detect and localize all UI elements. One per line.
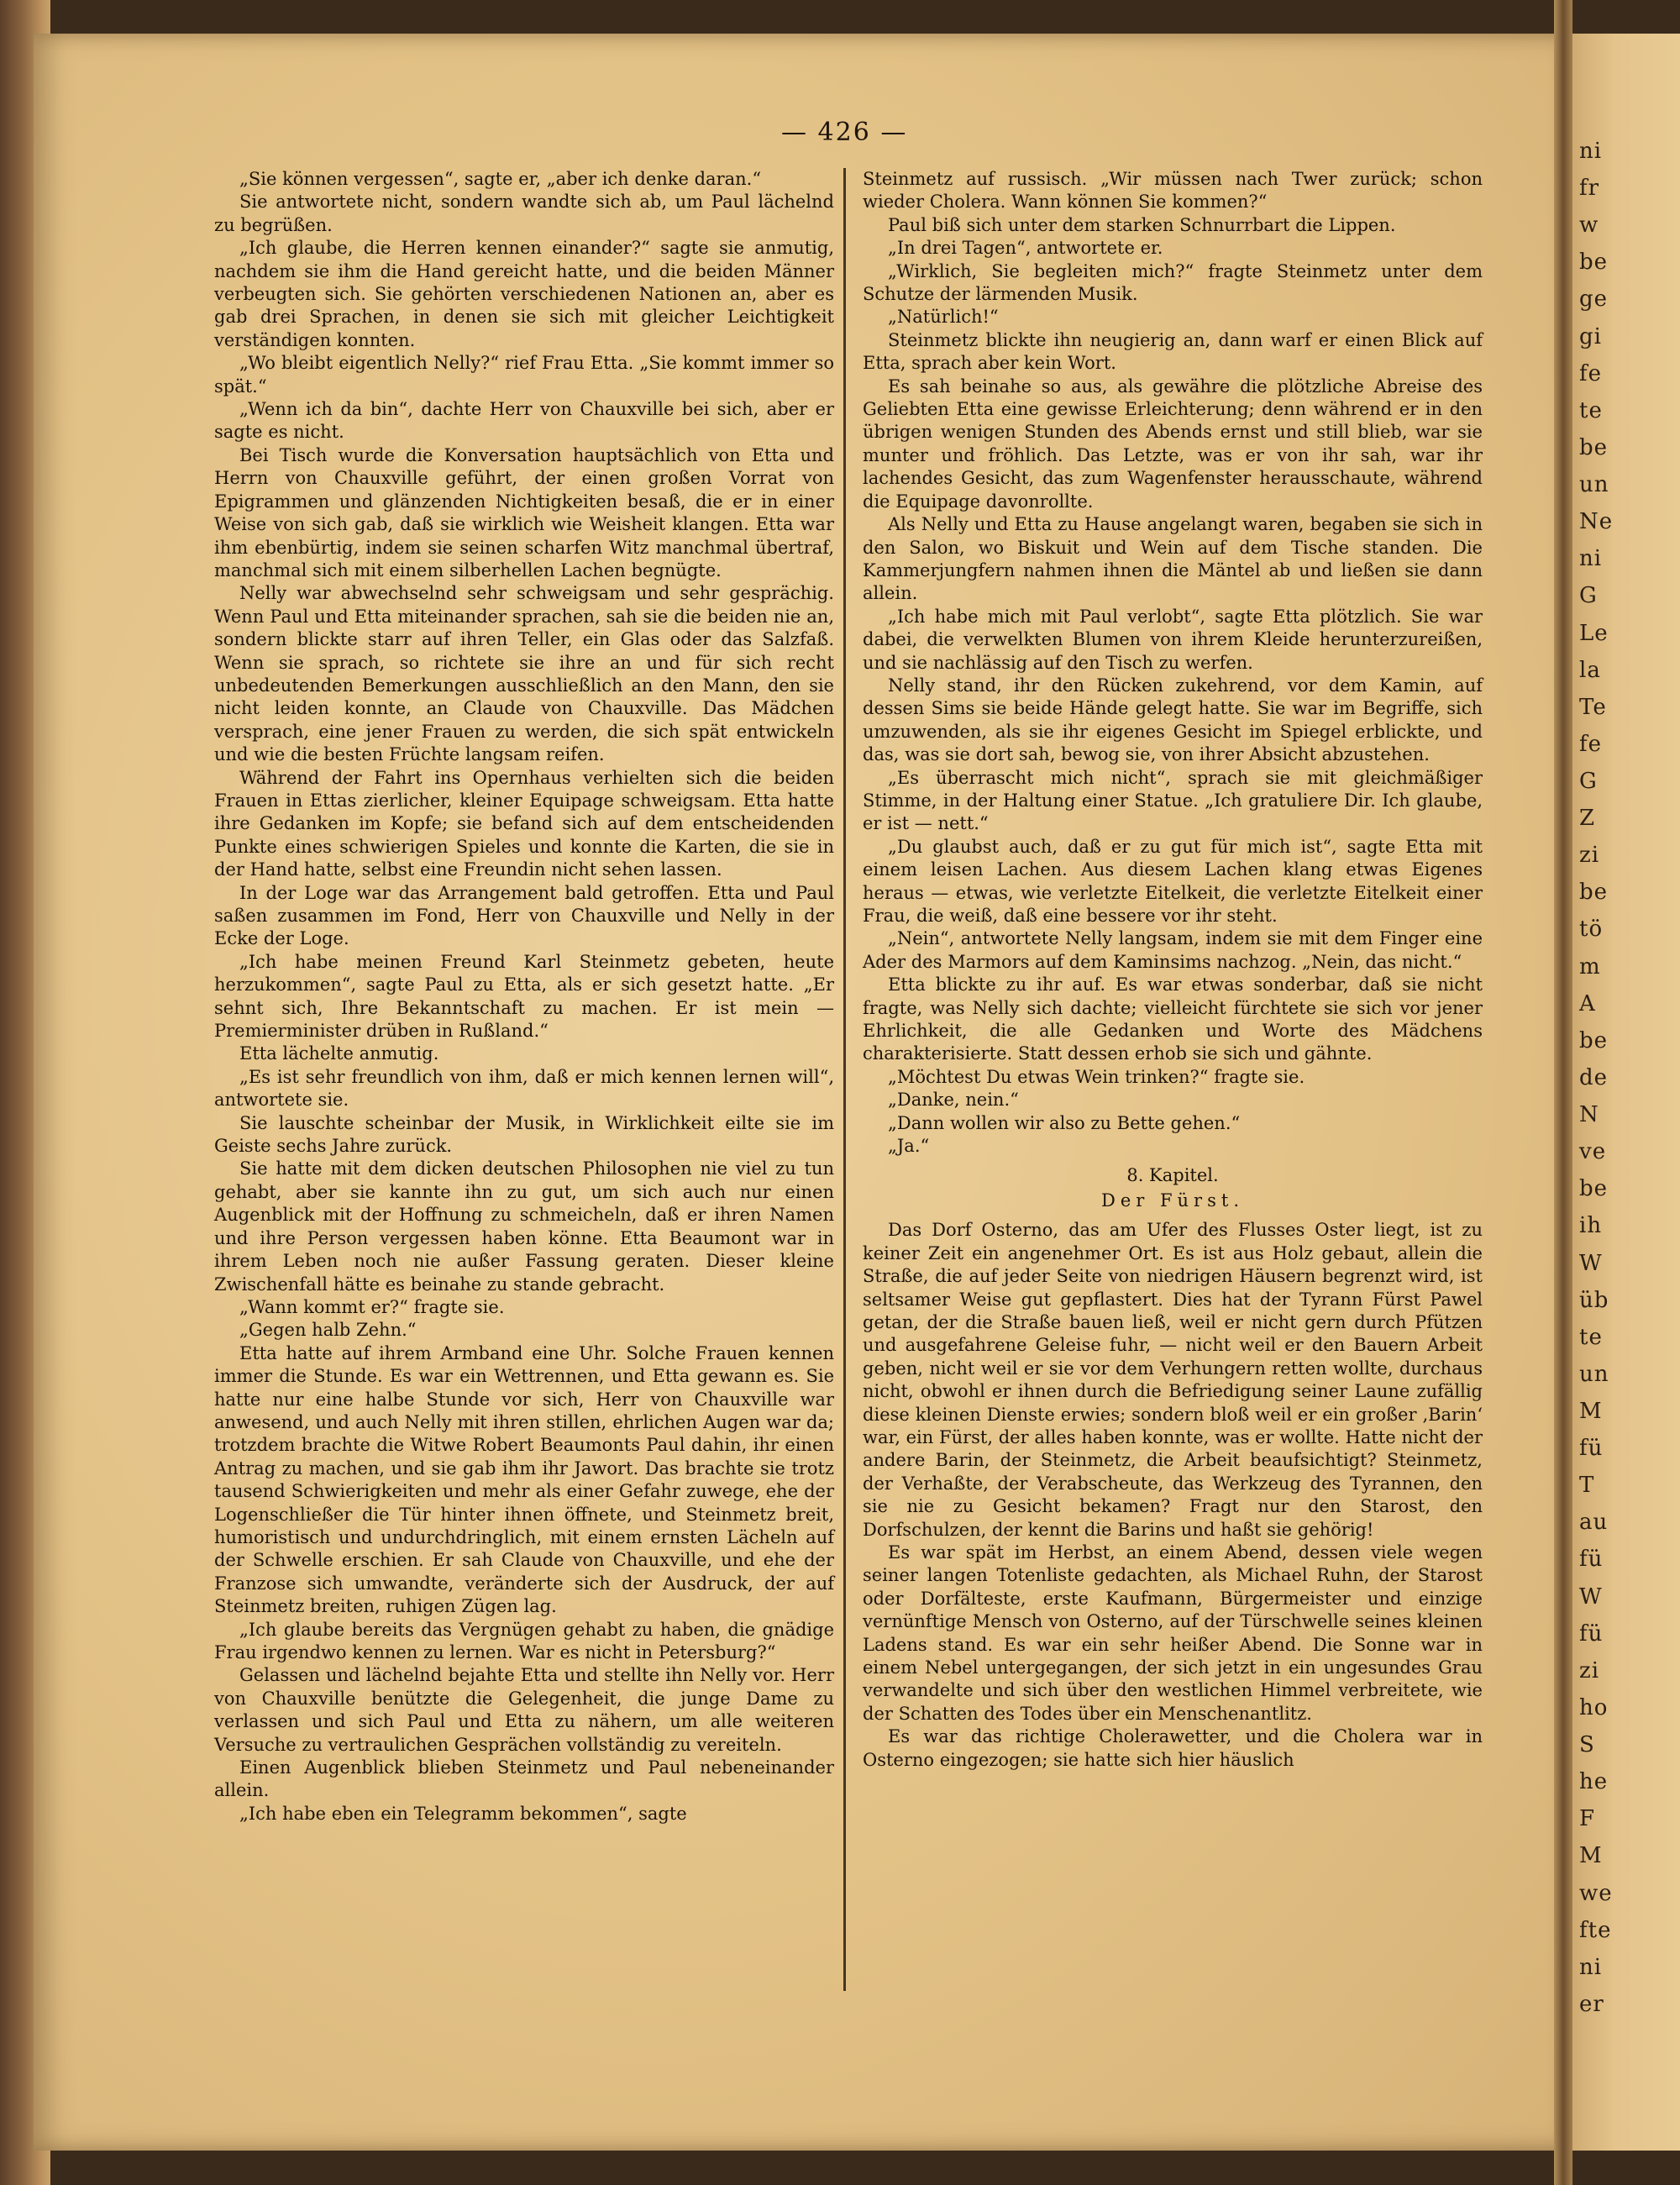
paragraph: In der Loge war das Arrangement bald getroffen. Etta und Paul saßen zusammen im Fond, Herr von Chauxville und Nelly in der Ecke der Loge. xyxy=(214,882,834,949)
next-page-text-fragment: au xyxy=(1579,1510,1609,1536)
next-page-text-fragment: ge xyxy=(1579,286,1609,313)
next-page-text-fragment: Z xyxy=(1579,806,1596,832)
next-page-text-fragment: üb xyxy=(1579,1287,1609,1313)
paragraph: „Gegen halb Zehn.“ xyxy=(239,1320,417,1341)
next-page-text-fragment: M xyxy=(1579,1843,1603,1869)
paragraph: „Ja.“ xyxy=(888,1136,930,1157)
paragraph: „Dann wollen wir also zu Bette gehen.“ xyxy=(888,1112,1241,1133)
paragraph: „Sie können vergessen“, sagte er, „aber ich denke daran.“ xyxy=(239,169,762,189)
column-divider xyxy=(843,168,846,1991)
next-page-text-fragment: fr xyxy=(1579,176,1600,202)
next-page-text-fragment: we xyxy=(1579,1880,1613,1906)
paragraph: „In drei Tagen“, antwortete er. xyxy=(888,238,1163,259)
chapter-number: 8. Kapitel. xyxy=(1126,1165,1219,1186)
paragraph: „Wirklich, Sie begleiten mich?“ fragte Steinmetz unter dem Schutze der lärmenden Musik. xyxy=(863,260,1483,305)
next-page-text-fragment: gi xyxy=(1579,323,1602,349)
paragraph: Während der Fahrt ins Opernhaus verhielten sich die beiden Frauen in Ettas zierlicher, kleiner Equipage schweigsam. Etta hatte ihre Gedanken im Kopfe; sie befand sich auf dem entscheidenden Punkte eines schwierigen Spieles und konnte die Karten, die sie in der Hand hatte, selbst eine Freundin nicht sehen lassen. xyxy=(214,767,834,880)
next-page-text-fragment: S xyxy=(1579,1732,1595,1758)
next-page-text-fragment: F xyxy=(1579,1806,1596,1832)
paragraph: Sie antwortete nicht, sondern wandte sich ab, um Paul lächelnd zu begrüßen. xyxy=(214,192,834,235)
next-page-text-fragment: W xyxy=(1579,1250,1603,1276)
next-page-text-fragment: ni xyxy=(1579,139,1603,164)
next-page-text-fragment: he xyxy=(1579,1769,1609,1795)
next-page-text-fragment: un xyxy=(1579,1361,1609,1387)
paragraph: „Möchtest Du etwas Wein trinken?“ fragte sie. xyxy=(888,1066,1305,1087)
paragraph: Bei Tisch wurde die Konversation hauptsächlich von Etta und Herrn von Chauxville geführt, der einen großen Vorrat von Epigrammen und glänzenden Nichtigkeiten besaß, die er in einer Weise von sich gab, daß sie wirklich wie Weisheit klangen. Etta war ihm ebenbürtig, indem sie seinen scharfen Witz manchmal übertraf, manchmal sich mit einem silberhellen Lachen begnügte. xyxy=(214,444,834,580)
next-page-text-fragment: m xyxy=(1579,953,1601,980)
paragraph: „Du glaubst auch, daß er zu gut für mich ist“, sagte Etta mit einem leisen Lachen. Aus diesem Lachen klang etwas Eigenes heraus — etwas, wie verletzte Eitelkeit, die verletzte Eitelkeit einer Frau, die weiß, daß eine bessere vor ihr steht. xyxy=(863,836,1483,926)
paragraph: Etta lächelte anmutig. xyxy=(239,1043,439,1064)
paragraph: Als Nelly und Etta zu Hause angelangt waren, begaben sie sich in den Salon, wo Biskuit und Wein auf dem Tische standen. Die Kammerjungfern nahmen ihnen die Mäntel ab und ließen sie dann allein. xyxy=(863,514,1483,604)
paragraph: „Ich glaube bereits das Vergnügen gehabt zu haben, die gnädige Frau irgendwo kennen zu lernen. War es nicht in Petersburg?“ xyxy=(214,1619,834,1662)
next-page-text-fragment: te xyxy=(1579,1324,1603,1350)
next-page-text-fragment: N xyxy=(1579,1102,1599,1128)
paragraph: Steinmetz auf russisch. „Wir müssen nach Twer zurück; schon wieder Cholera. Wann können Sie kommen?“ xyxy=(863,169,1483,213)
next-page-text-fragment: Te xyxy=(1579,694,1607,720)
paragraph: Das Dorf Osterno, das am Ufer des Flusses Oster liegt, ist zu keiner Zeit ein angenehmer Ort. Es ist aus Holz gebaut, allein die Straße, die auf jeder Seite von niedrigen Häusern begrenzt wird, ist seltsamer Weise gut gepflastert. Dies hat der Tyrann Fürst Pawel getan, der die Straße bauen ließ, weil er nicht gern durch Pfützen und ausgefahrene Geleise fuhr, — nicht weil er den Bauern Arbeit geben, nicht weil er sie vor dem Verhungern retten wollte, durchaus nicht, obwohl er ihnen durch die Befriedigung seiner Laune zufällig diese kleinen Dienste erwies; sondern bloß weil er ein großer ‚Barin‘ war, ein Fürst, der alles haben konnte, was er wollte. Hatte nicht der andere Barin, der Steinmetz, die Arbeit beaufsichtigt? Steinmetz, der Verhaßte, der Verabscheute, das Werkzeug des Tyrannen, den sie nie zu Gesicht bekamen? Fragt nur den Starost, den Dorfschulzen, der kennt die Barins und haßt sie gehörig! xyxy=(863,1220,1483,1540)
paragraph: Es war das richtige Cholerawetter, und die Cholera war in Osterno eingezogen; sie hatte sich hier häuslich xyxy=(863,1726,1483,1770)
next-page-text-fragment: fe xyxy=(1579,731,1603,757)
next-page-text-fragment: be xyxy=(1579,1027,1609,1053)
next-page-text-fragment: G xyxy=(1579,769,1598,794)
paragraph: „Natürlich!“ xyxy=(888,307,999,328)
page-number: — 426 — xyxy=(781,118,908,147)
paragraph: Einen Augenblick blieben Steinmetz und Paul nebeneinander allein. xyxy=(214,1757,834,1801)
paragraph: „Ich habe eben ein Telegramm bekommen“, sagte xyxy=(239,1803,687,1824)
next-page-text-fragment: w xyxy=(1579,213,1599,239)
next-page-text-fragment: Ne xyxy=(1579,509,1614,535)
paragraph: Etta blickte zu ihr auf. Es war etwas sonderbar, daß sie nicht fragte, was Nelly sich dachte; vielleicht fürchtete sie sich vor jener Ehrlichkeit, die alle Gedanken und Worte des Mädchens charakterisierte. Statt dessen erhob sie sich und gähnte. xyxy=(863,974,1483,1064)
next-page-text-fragment: fü xyxy=(1579,1436,1604,1462)
paragraph: „Es überrascht mich nicht“, sprach sie mit gleichmäßiger Stimme, in der Haltung einer Statue. „Ich gratuliere Dir. Ich glaube, er ist — nett.“ xyxy=(863,767,1483,834)
next-page-text-fragment: zi xyxy=(1579,843,1600,869)
next-page-text-fragment: ih xyxy=(1579,1213,1603,1239)
next-page-text-fragment: be xyxy=(1579,249,1609,276)
next-page-edge xyxy=(1572,34,1680,2151)
next-page-text-fragment: fe xyxy=(1579,360,1603,386)
book-gutter xyxy=(1554,0,1572,2185)
next-page-text-fragment: la xyxy=(1579,657,1601,683)
paragraph: „Wenn ich da bin“, dachte Herr von Chauxville bei sich, aber er sagte es nicht. xyxy=(214,399,834,443)
paragraph: Nelly stand, ihr den Rücken zukehrend, vor dem Kamin, auf dessen Sims sie beide Hände gelegt hatte. Sie war im Begriffe, sich umzuwenden, als sie ihr eigenes Gesicht im Spiegel erblickte, und das, was sie dort sah, bewog sie, von ihrer Absicht abzustehen. xyxy=(863,675,1483,765)
next-page-text-fragment: T xyxy=(1579,1473,1595,1499)
next-page-text-fragment: de xyxy=(1579,1064,1609,1090)
next-page-text-fragment: A xyxy=(1579,990,1596,1016)
next-page-text-fragment: te xyxy=(1579,397,1603,423)
paragraph: Nelly war abwechselnd sehr schweigsam und sehr gesprächig. Wenn Paul und Etta miteinander sprachen, sah sie die beiden nie an, sondern blickte starr auf ihren Teller, ein Glas oder das Salzfaß. Wenn sie sprach, so richtete sie ihre an und für sich recht unbedeutenden Bemerkungen ausschließlich an den Mann, den sie nicht leiden konnte, an Claude von Chauxville. Das Mädchen versprach, eine jener Frauen zu werden, die sich spät entwickeln und wie die besten Früchte langsam reifen. xyxy=(214,583,834,765)
chapter-title: Der Fürst. xyxy=(1100,1190,1244,1211)
next-page-text-fragment: be xyxy=(1579,880,1609,906)
right-text-column xyxy=(863,168,1483,1772)
next-page-text-fragment: fte xyxy=(1579,1917,1612,1943)
next-page-text-fragment: fü xyxy=(1579,1620,1604,1647)
next-page-text-fragment: tö xyxy=(1579,917,1604,943)
next-page-text-fragment: fü xyxy=(1579,1547,1604,1573)
paragraph: „Ich glaube, die Herren kennen einander?“ sagte sie anmutig, nachdem sie ihm die Hand gereicht hatte, und die beiden Männer verbeugten sich. Sie gehörten verschiedenen Nationen an, aber es gab drei Sprachen, in denen sie sich mit gleicher Leichtigkeit verständigen konnten. xyxy=(214,238,834,350)
paragraph: „Wo bleibt eigentlich Nelly?“ rief Frau Etta. „Sie kommt immer so spät.“ xyxy=(214,353,834,397)
paragraph: Steinmetz blickte ihn neugierig an, dann warf er einen Blick auf Etta, sprach aber kein Wort. xyxy=(863,329,1483,374)
paragraph: Sie lauschte scheinbar der Musik, in Wirklichkeit eilte sie im Geiste sechs Jahre zurück. xyxy=(214,1112,834,1157)
paragraph: Etta hatte auf ihrem Armband eine Uhr. Solche Frauen kennen immer die Stunde. Es war ein Wettrennen, und Etta gewann es. Sie hatte nur eine halbe Stunde vor sich, Herr von Chauxville war anwesend, und auch Nelly mit ihren stillen, ehrlichen Augen war da; trotzdem brachte die Witwe Robert Beaumonts Paul dahin, ihr einen Antrag zu machen, und sie gab ihm ihr Jawort. Das brachte sie trotz tausend Schwierigkeiten und mehr als einer Gefahr zuwege, ehe der Logenschließer die Tür hinter ihnen öffnete, und Steinmetz breit, humoristisch und undurchdringlich, mit einem ernsten Lächeln auf der Schwelle erschien. Er sah Claude von Chauxville, und ehe der Franzose sich umwandte, veränderte sich der Ausdruck, der auf Steinmetz breiten, ruhigen Zügen lag. xyxy=(214,1342,834,1617)
next-page-text-fragment: Le xyxy=(1579,620,1609,646)
paragraph: „Wann kommt er?“ fragte sie. xyxy=(239,1296,505,1317)
paragraph: Gelassen und lächelnd bejahte Etta und stellte ihn Nelly vor. Herr von Chauxville benützte die Gelegenheit, die junge Dame zu verlassen und sich Paul und Etta zu nähern, um alle weiteren Versuche zu vertraulichen Gesprächen vollständig zu vereiteln. xyxy=(214,1665,834,1755)
left-text-column xyxy=(214,168,834,1825)
paragraph: Paul biß sich unter dem starken Schnurrbart die Lippen. xyxy=(888,214,1396,235)
next-page-text-fragment: zi xyxy=(1579,1657,1600,1683)
next-page-text-fragment: ni xyxy=(1579,1954,1603,1980)
paragraph: „Nein“, antwortete Nelly langsam, indem sie mit dem Finger eine Ader des Marmors auf dem Kaminsims nachzog. „Nein, das nicht.“ xyxy=(863,928,1483,972)
next-page-text-fragment: G xyxy=(1579,583,1598,609)
next-page-text-fragment: W xyxy=(1579,1584,1603,1610)
paragraph: „Ich habe mich mit Paul verlobt“, sagte Etta plötzlich. Sie war dabei, die verwelkten Blumen von ihrem Kleide herunterzureißen, und sie nachlässig auf den Tisch zu werfen. xyxy=(863,606,1483,673)
next-page-text-fragment: un xyxy=(1579,472,1609,498)
paragraph: Sie hatte mit dem dicken deutschen Philosophen nie viel zu tun gehabt, aber sie kannte ihn zu gut, um sich auch nur einen Augenblick mit der Hoffnung zu schmeicheln, daß er ihren Namen und ihre Person vergessen haben könne. Etta Beaumont war in ihrem Leben noch nie außer Fassung geraten. Dieser kleine Zwischenfall hätte es beinahe zu stande gebracht. xyxy=(214,1158,834,1295)
next-page-text-fragment: er xyxy=(1579,1991,1604,2017)
next-page-text-fragment: M xyxy=(1579,1399,1603,1424)
next-page-text-fragment: ni xyxy=(1579,546,1603,572)
paragraph: Es war spät im Herbst, an einem Abend, dessen viele wegen seiner langen Totenliste gedachten, als Michael Ruhn, der Starost oder Dorfälteste, erste Kaufmann, Bürgermeister und einzige vernünftige Mensch von Osterno, auf der Türschwelle seines kleinen Ladens stand. Es war ein sehr heißer Abend. Die Sonne war in einem Nebel untergegangen, der sich jetzt in ein ungesundes Grau verwandelte und sich über den westlichen Himmel verbreitete, wie der Schatten des Todes über ein Menschenantlitz. xyxy=(863,1542,1483,1724)
paragraph: Es sah beinahe so aus, als gewähre die plötzliche Abreise des Geliebten Etta eine gewisse Erleichterung; denn während er in den übrigen wenigen Stunden des Abends ernst und still blieb, war sie munter und fröhlich. Das Letzte, was er von ihr sah, war ihr lachendes Gesicht, das zum Wagenfenster herausschaute, während die Equipage davonrollte. xyxy=(863,376,1483,512)
next-page-text-fragment: ho xyxy=(1579,1694,1609,1720)
paragraph: „Ich habe meinen Freund Karl Steinmetz gebeten, heute herzukommen“, sagte Paul zu Etta, als er sich gesetzt hatte. „Er sehnt sich, Ihre Bekanntschaft zu machen. Er ist mein — Premierminister drüben in Rußland.“ xyxy=(214,951,834,1042)
paragraph: „Danke, nein.“ xyxy=(888,1090,1019,1111)
next-page-text-fragment: ve xyxy=(1579,1139,1607,1165)
paragraph: „Es ist sehr freundlich von ihm, daß er mich kennen lernen will“, antwortete sie. xyxy=(214,1066,834,1111)
next-page-text-fragment: be xyxy=(1579,434,1609,460)
next-page-text-fragment: be xyxy=(1579,1176,1609,1202)
